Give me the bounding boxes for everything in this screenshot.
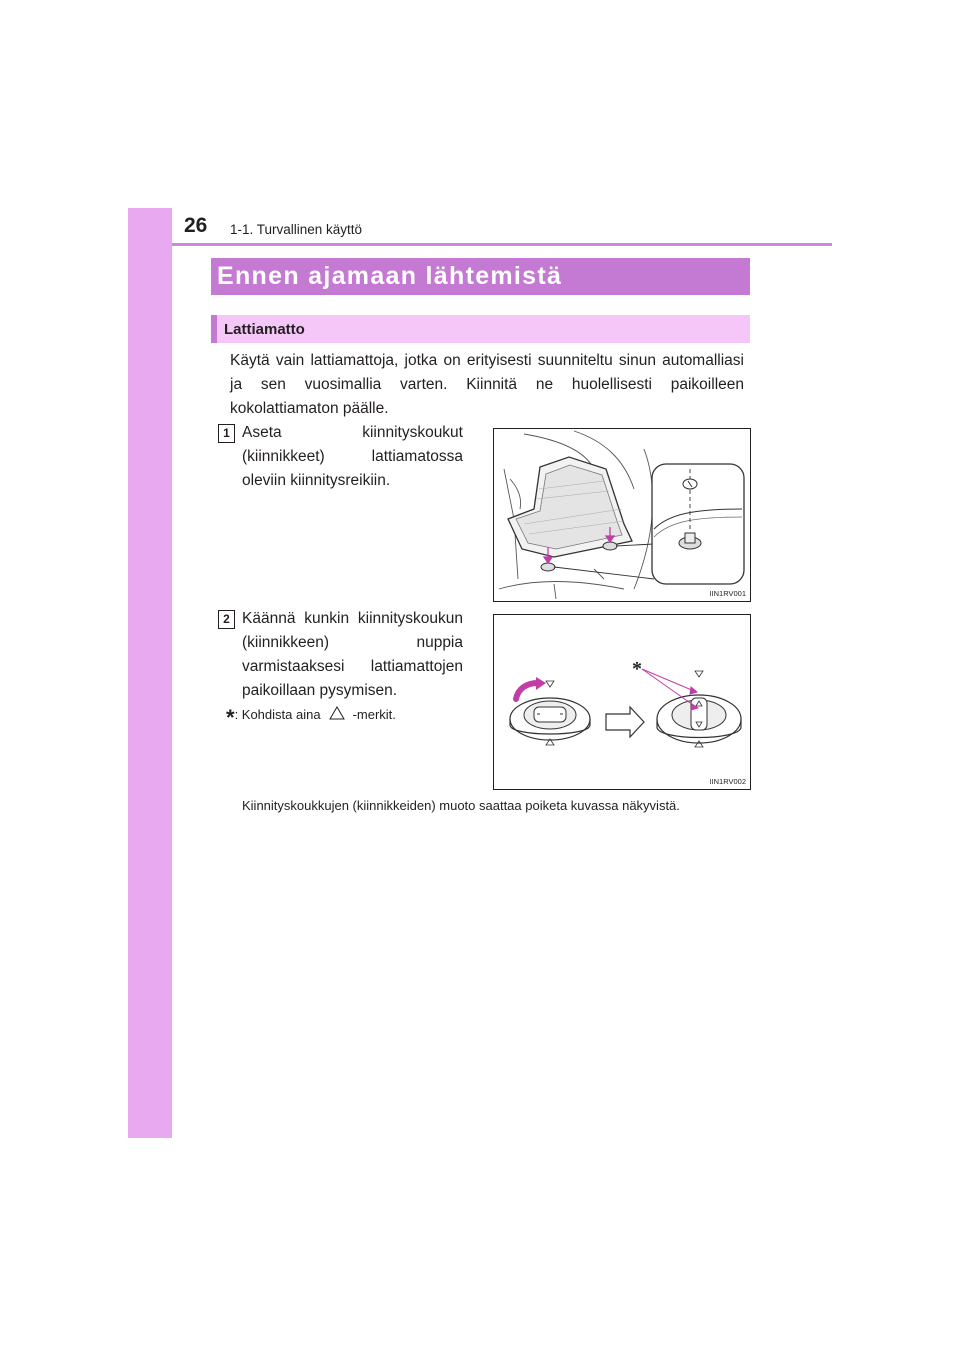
page-title: Ennen ajamaan lähtemistä [217,262,563,290]
figure-1-code: IIN1RV001 [709,589,746,598]
note-prefix: : Kohdista aina [234,707,321,722]
step-1-text: Aseta kiinnityskoukut (kiinnikkeet) lattiamatossa oleviin kiinnitysreikiin. [242,424,463,489]
triangle-mark-icon [329,706,345,723]
hook-knob-illustration [494,615,750,789]
note-suffix: -merkit. [352,707,396,722]
step-2-text: Käännä kunkin kiinnityskoukun (kiinnikkeen) nuppia varmistaaksesi lattiamattojen paikoillaan pysymisen. [242,610,463,699]
floor-mat-illustration [494,429,750,601]
note-marker: * [226,705,235,730]
subsection-title: Lattiamatto [224,321,305,338]
subsection-bar [211,315,750,343]
note [226,705,396,731]
header-rule [172,243,832,246]
title-bar [211,258,750,295]
figure-hook-knob [493,614,751,790]
figure-floor-mat [493,428,751,602]
chapter-side-strip [128,208,172,1138]
intro-paragraph: Käytä vain lattiamattoja, jotka on erityisesti suunniteltu sinun automalliasi ja sen vuosimallia varten. Kiinnitä ne huolellisesti paikoilleen kokolattiamaton päälle. [230,352,744,417]
footnote: Kiinnityskoukkujen (kiinnikkeiden) muoto saattaa poiketa kuvassa näkyvistä. [242,798,680,813]
figure-2-marker: * [632,658,642,680]
section-label: 1-1. Turvallinen käyttö [230,222,363,237]
figure-2-code: IIN1RV002 [709,777,746,786]
subsection-accent [211,315,217,343]
step-2-badge: 2 [218,610,235,629]
step-1-badge: 1 [218,424,235,443]
page-number: 26 [184,214,208,237]
